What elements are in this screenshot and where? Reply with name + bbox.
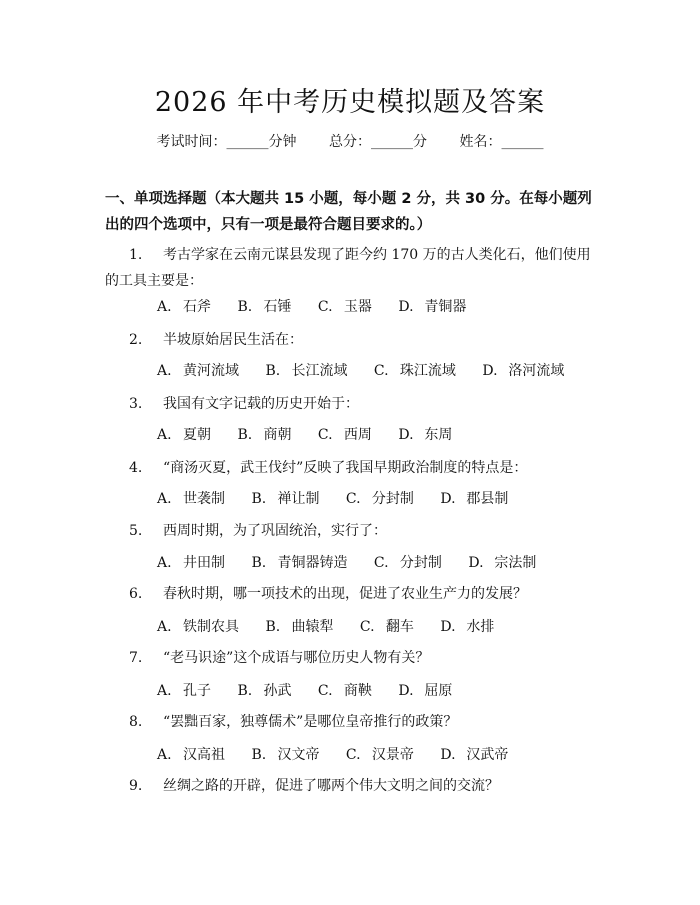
option-letter: D. [440, 491, 456, 507]
question-text: “罢黜百家，独尊儒术”是哪位皇帝推行的政策？ [163, 714, 458, 730]
option-letter: B. [251, 747, 267, 763]
option-b [265, 616, 333, 636]
question-3 [105, 391, 595, 417]
student-name: 姓名：______ [459, 134, 544, 150]
question-number: 5. [129, 523, 143, 539]
option-b [251, 552, 347, 572]
option-text: 汉景帝 [371, 747, 414, 763]
question-number: 8. [129, 714, 143, 730]
option-text: 宗法制 [494, 555, 537, 571]
option-letter: C. [317, 683, 333, 699]
question-number: 6. [129, 586, 143, 602]
question-9 [105, 773, 595, 799]
option-text: 世袭制 [183, 491, 225, 507]
options-4 [157, 488, 617, 508]
option-b [237, 680, 291, 700]
option-text: 禅让制 [277, 491, 320, 507]
options-6 [157, 616, 617, 636]
option-b [265, 360, 347, 380]
option-letter: A. [157, 299, 172, 315]
question-text: 春秋时期，哪一项技术的出现，促进了农业生产力的发展？ [163, 586, 527, 602]
option-text: 青铜器 [424, 299, 467, 315]
option-b [237, 424, 291, 444]
option-c [374, 552, 442, 572]
option-a [157, 360, 239, 380]
question-8 [105, 709, 595, 735]
option-d [468, 552, 536, 572]
option-text: 石斧 [183, 299, 211, 315]
question-text: 考古学家在云南元谋县发现了距今约 170 万的古人类化石，他们使用的工具主要是： [105, 247, 591, 289]
option-text: 玉器 [343, 299, 372, 315]
option-a [157, 616, 239, 636]
option-letter: A. [157, 683, 172, 699]
option-letter: B. [237, 683, 253, 699]
option-text: 孙武 [263, 683, 292, 699]
option-text: 汉高祖 [183, 747, 225, 763]
option-letter: D. [398, 299, 414, 315]
option-a [157, 680, 211, 700]
option-c [374, 360, 456, 380]
option-text: 东周 [424, 427, 453, 443]
option-d [440, 744, 508, 764]
option-letter: B. [251, 555, 267, 571]
option-c [360, 616, 414, 636]
option-text: 郡县制 [466, 491, 509, 507]
option-text: 夏朝 [183, 427, 211, 443]
option-letter: A. [157, 363, 172, 379]
option-text: 分封制 [399, 555, 442, 571]
option-c [346, 488, 414, 508]
option-text: 水排 [466, 619, 495, 635]
option-a [157, 296, 211, 316]
question-text: “老马识途”这个成语与哪位历史人物有关？ [163, 650, 430, 666]
option-c [346, 744, 414, 764]
option-letter: B. [237, 427, 253, 443]
option-a [157, 552, 225, 572]
option-d [440, 488, 508, 508]
option-a [157, 488, 225, 508]
question-5 [105, 518, 595, 544]
question-text: 我国有文字记载的历史开始于： [163, 396, 359, 412]
option-text: 翻车 [385, 619, 414, 635]
question-number: 7. [129, 650, 143, 666]
option-d [398, 296, 466, 316]
option-d [440, 616, 494, 636]
option-text: 黄河流域 [183, 363, 239, 379]
option-b [237, 296, 291, 316]
question-number: 2. [129, 332, 143, 348]
option-d [482, 360, 564, 380]
option-letter: D. [440, 747, 456, 763]
option-a [157, 744, 225, 764]
options-5 [157, 552, 617, 572]
option-letter: C. [317, 299, 333, 315]
option-text: 商鞅 [343, 683, 372, 699]
option-letter: C. [373, 363, 389, 379]
question-1 [105, 242, 595, 294]
question-number: 3. [129, 396, 143, 412]
option-text: 铁制农具 [183, 619, 239, 635]
option-letter: A. [157, 747, 172, 763]
question-text: 西周时期，为了巩固统治，实行了： [163, 523, 387, 539]
options-7 [157, 680, 617, 700]
option-d [398, 680, 452, 700]
options-2 [157, 360, 617, 380]
question-text: 丝绸之路的开辟，促进了哪两个伟大文明之间的交流？ [163, 778, 499, 794]
question-number: 4. [129, 460, 143, 476]
exam-meta [0, 131, 700, 151]
option-text: 孔子 [183, 683, 211, 699]
option-c [318, 296, 372, 316]
option-letter: D. [440, 619, 456, 635]
question-number: 9. [129, 778, 143, 794]
question-number: 1. [129, 247, 143, 263]
option-letter: A. [157, 427, 172, 443]
option-text: 曲辕犁 [291, 619, 334, 635]
option-letter: A. [157, 555, 172, 571]
option-letter: D. [398, 683, 414, 699]
option-text: 分封制 [371, 491, 414, 507]
option-text: 井田制 [183, 555, 225, 571]
option-d [398, 424, 452, 444]
option-text: 商朝 [263, 427, 292, 443]
option-letter: D. [482, 363, 498, 379]
option-b [251, 488, 319, 508]
option-letter: D. [468, 555, 484, 571]
option-c [318, 424, 372, 444]
section-heading: 一、单项选择题（本大题共 15 小题，每小题 2 分，共 30 分。在每小题列出的四个选项中，只有一项是最符合题目要求的。） [105, 191, 592, 233]
question-6 [105, 581, 595, 607]
question-7 [105, 645, 595, 671]
options-8 [157, 744, 617, 764]
option-text: 青铜器铸造 [277, 555, 348, 571]
option-letter: D. [398, 427, 414, 443]
option-text: 洛河流域 [508, 363, 565, 379]
page-title: 2026 年中考历史模拟题及答案 [154, 87, 546, 118]
option-text: 西周 [343, 427, 372, 443]
question-text: 半坡原始居民生活在： [163, 332, 303, 348]
option-a [157, 424, 211, 444]
option-text: 长江流域 [291, 363, 348, 379]
question-4 [105, 455, 595, 481]
question-text: “商汤灭夏，武王伐纣”反映了我国早期政治制度的特点是： [163, 460, 528, 476]
option-letter: A. [157, 619, 172, 635]
option-letter: B. [265, 619, 281, 635]
option-letter: C. [345, 491, 361, 507]
option-text: 石锤 [263, 299, 292, 315]
option-letter: B. [237, 299, 253, 315]
option-letter: A. [157, 491, 172, 507]
options-3 [157, 424, 617, 444]
option-letter: C. [373, 555, 389, 571]
option-letter: B. [251, 491, 267, 507]
exam-score: 总分：______分 [329, 134, 427, 150]
option-text: 汉文帝 [277, 747, 320, 763]
option-text: 汉武帝 [466, 747, 509, 763]
option-text: 屈原 [424, 683, 453, 699]
option-letter: C. [317, 427, 333, 443]
exam-time: 考试时间：______分钟 [156, 134, 297, 150]
option-b [251, 744, 319, 764]
option-letter: C. [359, 619, 375, 635]
option-letter: C. [345, 747, 361, 763]
option-letter: B. [265, 363, 281, 379]
option-c [318, 680, 372, 700]
option-text: 珠江流域 [399, 363, 456, 379]
question-2 [105, 327, 595, 353]
options-1 [157, 296, 617, 316]
